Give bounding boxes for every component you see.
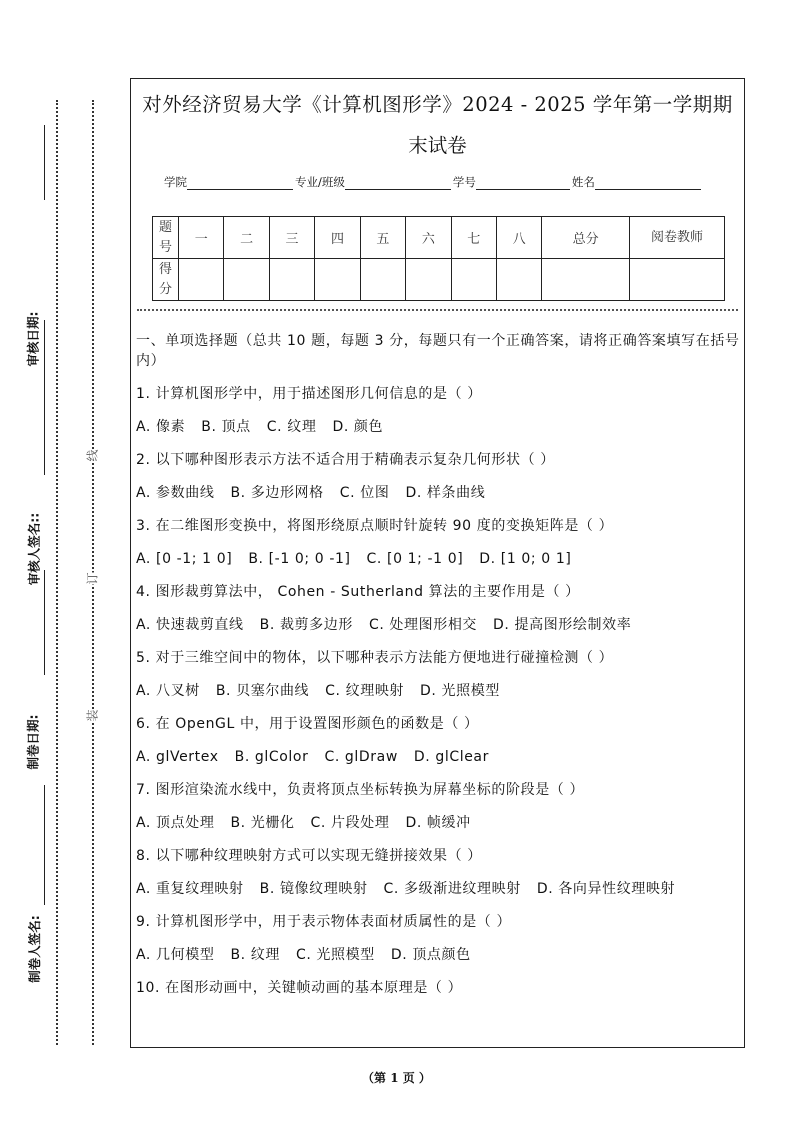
- question-text: 8. 以下哪种纹理映射方式可以实现无缝拼接效果（ ）: [136, 848, 482, 864]
- option-text: C. 纹理: [266, 419, 317, 435]
- option-text: B. 贝塞尔曲线: [215, 683, 310, 699]
- option-text: B. 镜像纹理映射: [259, 881, 368, 897]
- col-header-total: 总分: [542, 217, 630, 259]
- col-header: 二: [224, 217, 269, 259]
- college-label: 学院: [164, 175, 187, 189]
- score-cell[interactable]: [406, 259, 451, 301]
- major-class-label: 专业/班级: [295, 175, 345, 189]
- option-text: C. 多级渐进纹理映射: [383, 881, 521, 897]
- score-table: [152, 216, 725, 301]
- section-heading: 一、单项选择题（总共 10 题，每题 3 分，每题只有一个正确答案，请将正确答案填写在括号内）: [136, 333, 740, 369]
- option-text: B. [-1 0; 0 -1]: [248, 551, 351, 567]
- question-text: 5. 对于三维空间中的物体，以下哪种表示方法能方便地进行碰撞检测（ ）: [136, 650, 614, 666]
- exam-title: 对外经济贸易大学《计算机图形学》2024 - 2025 学年第一学期期: [142, 93, 733, 116]
- option-text: B. 多边形网格: [230, 485, 324, 501]
- option-text: A. 几何模型: [136, 947, 215, 963]
- col-header-grader: 阅卷教师: [630, 217, 725, 259]
- exam-title-continued: 末试卷: [408, 134, 467, 157]
- option-text: C. 光照模型: [295, 947, 375, 963]
- option-text: C. glDraw: [324, 749, 398, 765]
- name-field[interactable]: [595, 176, 701, 190]
- page-number: （第 1 页 ）: [362, 1071, 431, 1085]
- option-text: C. 片段处理: [310, 815, 390, 831]
- question-options: [136, 549, 740, 569]
- binding-mark-line: 线: [85, 449, 100, 462]
- col-header: 五: [360, 217, 405, 259]
- option-text: B. 裁剪多边形: [259, 617, 353, 633]
- question-number-header: 题号: [153, 217, 179, 259]
- preparer-signature-line: [44, 785, 45, 905]
- score-header: 得分: [153, 259, 179, 301]
- option-text: A. 顶点处理: [136, 815, 215, 831]
- score-cell[interactable]: [542, 259, 630, 301]
- exam-page-frame: [130, 78, 745, 1048]
- score-cell[interactable]: [315, 259, 360, 301]
- question-text: 3. 在二维图形变换中，将图形绕原点顺时针旋转 90 度的变换矩阵是（ ）: [136, 518, 614, 534]
- score-cell[interactable]: [496, 259, 541, 301]
- score-row: [153, 259, 725, 301]
- option-text: A. 重复纹理映射: [136, 881, 244, 897]
- score-cell[interactable]: [179, 259, 224, 301]
- option-text: C. [0 1; -1 0]: [366, 551, 464, 567]
- question-options: [136, 615, 740, 635]
- option-text: A. glVertex: [136, 749, 219, 765]
- option-text: D. glClear: [413, 749, 489, 765]
- option-text: C. 纹理映射: [325, 683, 405, 699]
- option-text: B. 纹理: [230, 947, 280, 963]
- question-text: 6. 在 OpenGL 中，用于设置图形颜色的函数是（ ）: [136, 716, 479, 732]
- question-options: [136, 483, 740, 503]
- option-text: A. 参数曲线: [136, 485, 215, 501]
- reviewer-signature-line: [44, 320, 45, 475]
- option-text: D. 样条曲线: [405, 485, 486, 501]
- score-cell[interactable]: [451, 259, 496, 301]
- question-options: [136, 747, 740, 767]
- option-text: B. 顶点: [201, 419, 251, 435]
- prepare-date-line: [44, 570, 45, 675]
- student-id-label: 学号: [452, 175, 476, 189]
- score-cell[interactable]: [269, 259, 314, 301]
- question-text: 4. 图形裁剪算法中， Cohen - Sutherland 算法的主要作用是（ ）: [136, 584, 580, 600]
- question-section: [136, 331, 740, 1011]
- question-text: 9. 计算机图形学中，用于表示物体表面材质属性的是（ ）: [136, 914, 512, 930]
- option-text: D. 颜色: [332, 419, 384, 435]
- col-header: 四: [315, 217, 360, 259]
- question-number-row: [153, 217, 725, 259]
- col-header: 一: [179, 217, 224, 259]
- col-header: 六: [406, 217, 451, 259]
- option-text: D. [1 0; 0 1]: [479, 551, 572, 567]
- question-options: [136, 681, 740, 701]
- binding-mark-bind: 装: [85, 709, 100, 722]
- col-header: 七: [451, 217, 496, 259]
- student-id-field[interactable]: [476, 176, 570, 190]
- option-text: D. 提高图形绘制效率: [493, 617, 632, 633]
- option-text: B. 光栅化: [230, 815, 295, 831]
- option-text: D. 光照模型: [420, 683, 500, 699]
- dotted-separator: [137, 309, 738, 311]
- option-text: B. glColor: [234, 749, 309, 765]
- option-text: A. 八叉树: [136, 683, 200, 699]
- option-text: A. 快速裁剪直线: [136, 617, 244, 633]
- col-header: 三: [269, 217, 314, 259]
- binding-dotted-line-outer: [56, 100, 58, 1045]
- student-info-fields: [164, 174, 703, 190]
- binding-mark-staple: 订: [85, 572, 100, 585]
- review-date-line: [44, 125, 45, 200]
- question-options: [136, 879, 740, 899]
- option-text: A. [0 -1; 1 0]: [136, 551, 233, 567]
- prepare-date-label: 制卷日期:: [25, 714, 41, 770]
- reviewer-signature-label: 审核人签名::: [26, 512, 42, 586]
- option-text: D. 各向异性纹理映射: [536, 881, 676, 897]
- question-text: 1. 计算机图形学中，用于描述图形几何信息的是（ ）: [136, 386, 482, 402]
- score-cell[interactable]: [224, 259, 269, 301]
- option-text: C. 位图: [339, 485, 390, 501]
- col-header: 八: [496, 217, 541, 259]
- question-options: [136, 813, 740, 833]
- question-options: [136, 945, 740, 965]
- question-text: 10. 在图形动画中，关键帧动画的基本原理是（ ）: [136, 980, 463, 996]
- review-date-label: 审核日期:: [25, 311, 41, 367]
- option-text: A. 像素: [136, 419, 186, 435]
- question-text: 2. 以下哪种图形表示方法不适合用于精确表示复杂几何形状（ ）: [136, 452, 555, 468]
- option-text: C. 处理图形相交: [368, 617, 478, 633]
- option-text: D. 顶点颜色: [390, 947, 471, 963]
- name-label: 姓名: [571, 175, 595, 189]
- major-class-field[interactable]: [345, 176, 451, 190]
- question-options: [136, 417, 740, 437]
- preparer-signature-label: 制卷人签名:: [26, 915, 42, 983]
- score-cell[interactable]: [360, 259, 405, 301]
- option-text: D. 帧缓冲: [405, 815, 471, 831]
- score-cell[interactable]: [630, 259, 725, 301]
- college-field[interactable]: [187, 176, 293, 190]
- question-text: 7. 图形渲染流水线中，负责将顶点坐标转换为屏幕坐标的阶段是（ ）: [136, 782, 585, 798]
